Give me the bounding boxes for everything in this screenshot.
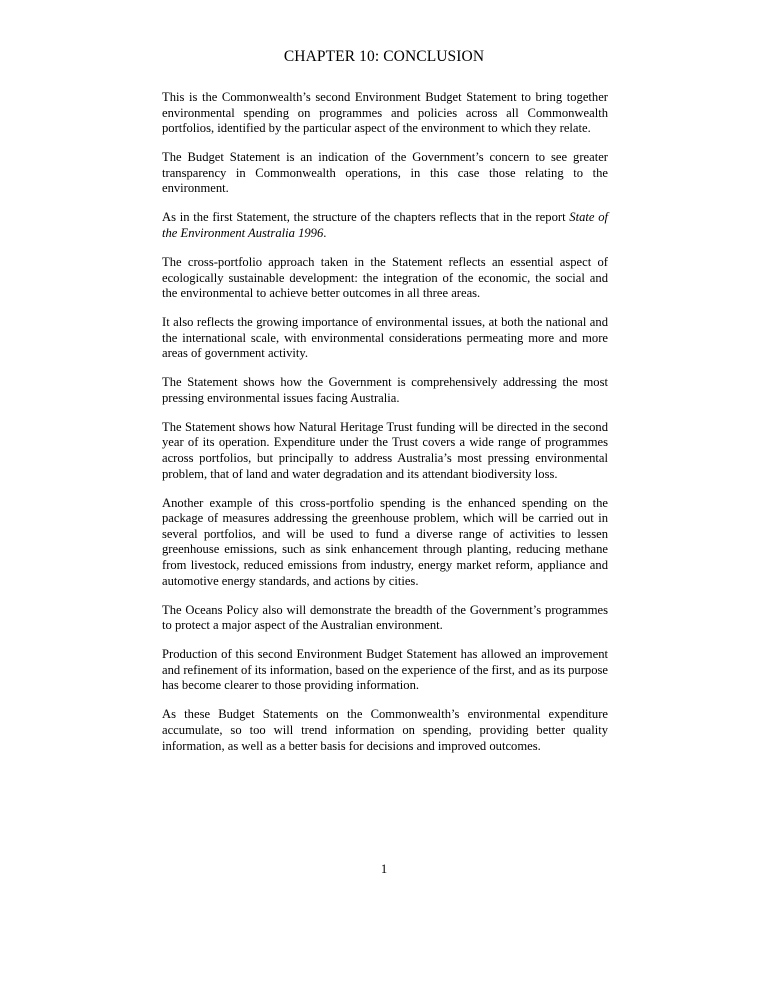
paragraph-4: The cross-portfolio approach taken in the Statement reflects an essential aspect of ecologically sustainable development: the integration of the economic, the social and the environmental to achieve better outcomes in all three areas. bbox=[162, 254, 608, 301]
paragraph-2: The Budget Statement is an indication of the Government’s concern to see greater transparency in Commonwealth operations, in this case those relating to the environment. bbox=[162, 150, 608, 196]
paragraph-11: As these Budget Statements on the Commonwealth’s environmental expenditure accumulate, so too will trend information on spending, providing better quality information, as well as a better basis for decisions and improved outcomes. bbox=[162, 707, 608, 753]
report-title-italic: State of the Environment Australia 1996 bbox=[162, 210, 608, 240]
paragraph-9: The Oceans Policy also will demonstrate the breadth of the Government’s programmes to protect a major aspect of the Australian environment. bbox=[162, 602, 608, 633]
paragraph-10: Production of this second Environment Budget Statement has allowed an improvement and refinement of its information, based on the experience of the first, and as its purpose has become clearer to those providing information. bbox=[162, 647, 608, 693]
paragraph-8: Another example of this cross-portfolio spending is the enhanced spending on the package of measures addressing the greenhouse problem, which will be carried out in several portfolios, and will be used to fund a diverse range of activities to lessen greenhouse emissions, such as sink enhancement through planting, reducing methane from livestock, reduced emissions from industry, energy market reform, appliance and automotive energy standards, and actions by cities. bbox=[162, 495, 608, 588]
page-number: 1 bbox=[380, 862, 388, 876]
paragraph-3-text-before: As in the first Statement, the structure of the chapters reflects that in the report bbox=[162, 210, 570, 225]
paragraph-5: It also reflects the growing importance of environmental issues, at both the national and the international scale, with environmental considerations permeating more and more areas of government activity. bbox=[162, 315, 608, 361]
paragraph-6: The Statement shows how the Government is comprehensively addressing the most pressing environmental issues facing Australia. bbox=[162, 375, 608, 405]
paragraph-7: The Statement shows how Natural Heritage Trust funding will be directed in the second year of its operation. Expenditure under the Trust covers a wide range of programmes across portfolios, but principally to address Australia’s most pressing environmental problem, that of land and water degradation and its attendant biodiversity loss. bbox=[162, 419, 608, 481]
chapter-title: CHAPTER 10: CONCLUSION bbox=[283, 48, 485, 65]
paragraph-3-text-after: . bbox=[323, 225, 327, 240]
body-text bbox=[162, 90, 608, 767]
paragraph-3 bbox=[162, 210, 608, 241]
paragraph-1: This is the Commonwealth’s second Environment Budget Statement to bring together environmental spending on programmes and policies across all Commonwealth portfolios, identified by the particular aspect of the environment to which they relate. bbox=[162, 90, 608, 136]
